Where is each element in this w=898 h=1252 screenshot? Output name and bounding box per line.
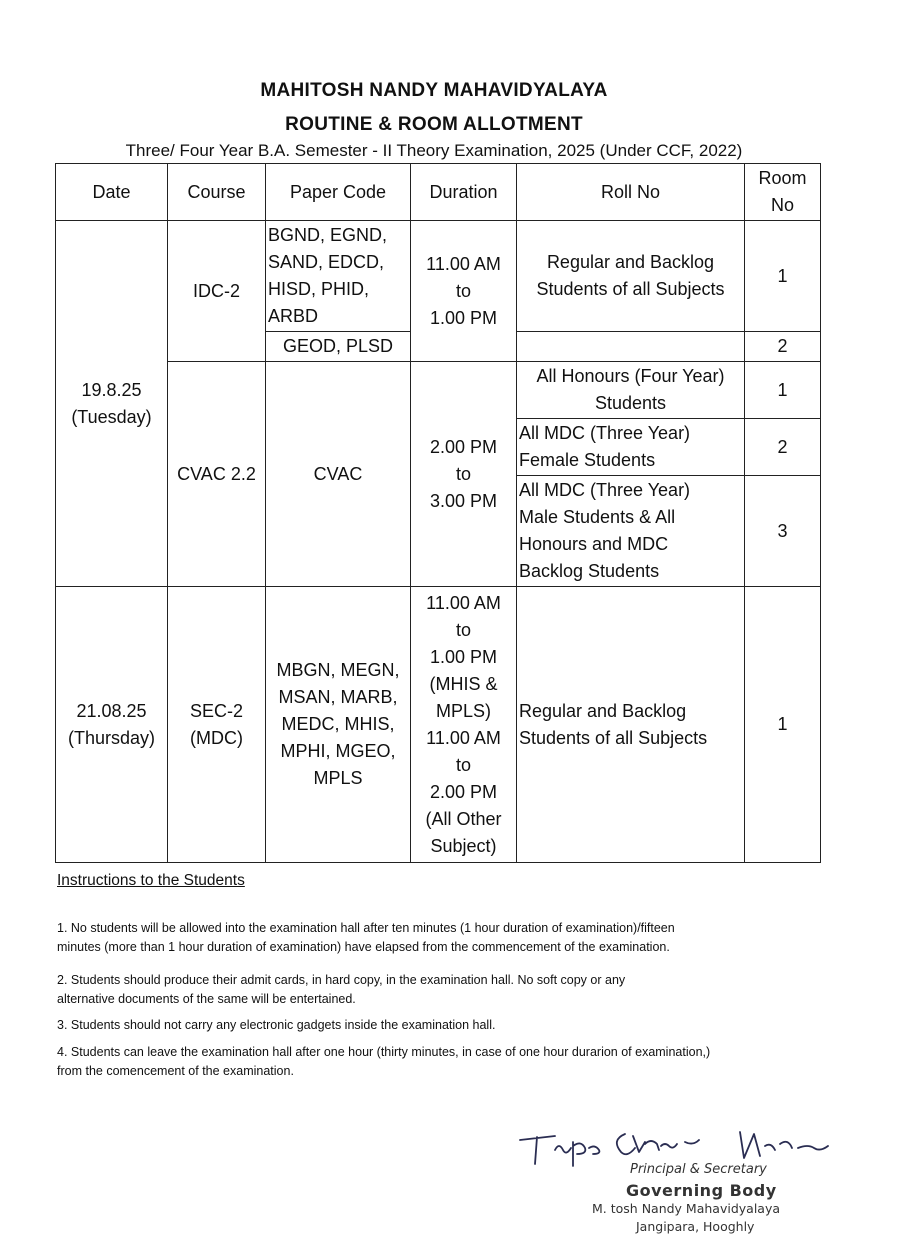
duration-line: 1.00 PM — [429, 307, 498, 328]
duration-line: (All Other — [425, 808, 502, 829]
date-line: 19.8.25 — [81, 379, 142, 400]
roll-cell-cvac-3 — [517, 476, 745, 587]
duration-cell-idc — [411, 221, 517, 362]
roll-line: Female Students — [519, 450, 656, 470]
roll-line: All MDC (Three Year) — [519, 480, 691, 500]
paper-code-line: MPHI, MGEO, — [280, 741, 396, 761]
paper-code-line: MPLS — [313, 768, 363, 788]
date-cell-day1 — [56, 221, 168, 587]
signature-institution: M. tosh Nandy Mahavidyalaya — [592, 1201, 781, 1216]
header-roll-no: Roll No — [517, 164, 745, 221]
document-subtitle: Three/ Four Year B.A. Semester - II Theory Examination, 2025 (Under CCF, 2022) — [125, 141, 743, 160]
header-course: Course — [168, 164, 266, 221]
roll-cell-empty — [517, 332, 745, 362]
table-row — [56, 362, 821, 419]
duration-line: 2.00 PM — [429, 436, 498, 457]
header-duration: Duration — [411, 164, 517, 221]
duration-line: Subject) — [430, 835, 497, 856]
duration-line: 3.00 PM — [429, 490, 498, 511]
roll-cell-sec — [517, 587, 745, 863]
course-cell-cvac: CVAC 2.2 — [168, 362, 266, 587]
roll-line: All Honours (Four Year) — [536, 366, 725, 386]
room-cell: 1 — [745, 362, 821, 419]
header-room-line1: Room — [758, 168, 807, 188]
duration-line: 1.00 PM — [429, 646, 498, 667]
roll-line: Regular and Backlog — [546, 252, 715, 272]
header-date: Date — [56, 164, 168, 221]
roll-line: Students — [594, 393, 667, 413]
duration-line: 11.00 AM — [426, 592, 501, 613]
paper-code-cell-sec — [266, 587, 411, 863]
signature-body: Governing Body — [626, 1181, 777, 1200]
paper-code-line: BGND, EGND, — [268, 225, 388, 245]
duration-line: 11.00 AM — [426, 727, 501, 748]
course-line: SEC-2 — [189, 700, 243, 721]
header-paper-code: Paper Code — [266, 164, 411, 221]
instruction-item-2 — [57, 971, 817, 1009]
paper-code-line: ARBD — [268, 306, 319, 326]
header-room-line2: No — [770, 195, 794, 215]
duration-line: 2.00 PM — [429, 781, 498, 802]
room-cell: 1 — [745, 221, 821, 332]
instructions-title: Instructions to the Students — [57, 872, 245, 889]
paper-code-cell-idc — [266, 221, 411, 332]
duration-line: to — [455, 463, 471, 484]
room-cell: 2 — [745, 332, 821, 362]
date-line: 21.08.25 — [76, 700, 147, 721]
instruction-line: 1. No students will be allowed into the examination hall after ten minutes (1 hour duration of examination)/fifteen — [57, 921, 675, 935]
roll-cell-cvac-2 — [517, 419, 745, 476]
paper-code-line: MEDC, MHIS, — [281, 714, 395, 734]
signature-place: Jangipara, Hooghly — [636, 1219, 755, 1234]
paper-code-line: HISD, PHID, — [268, 279, 370, 299]
college-name: MAHITOSH NANDY MAHAVIDYALAYA — [260, 80, 608, 101]
roll-line: Backlog Students — [519, 561, 660, 581]
roll-cell-idc — [517, 221, 745, 332]
duration-line: 11.00 AM — [426, 253, 501, 274]
instruction-line: alternative documents of the same will be entertained. — [57, 992, 356, 1006]
course-cell-sec — [168, 587, 266, 863]
duration-line: to — [455, 754, 471, 775]
instruction-line: 2. Students should produce their admit cards, in hard copy, in the examination hall. No soft copy or any — [57, 973, 626, 987]
room-cell: 2 — [745, 419, 821, 476]
paper-code-cell-cvac: CVAC — [266, 362, 411, 587]
date-cell-day2 — [56, 587, 168, 863]
day-line: (Tuesday) — [71, 406, 152, 427]
table-header-row — [56, 164, 821, 221]
duration-cell-cvac — [411, 362, 517, 587]
roll-line: Regular and Backlog — [519, 700, 687, 721]
duration-line: MPLS) — [435, 700, 491, 721]
paper-code-line: MSAN, MARB, — [278, 687, 398, 707]
paper-code-line: MBGN, MEGN, — [276, 660, 400, 680]
course-cell-idc: IDC-2 — [168, 221, 266, 362]
instruction-item-4 — [57, 1043, 817, 1081]
paper-code-cell-idc-2: GEOD, PLSD — [266, 332, 411, 362]
table-row — [56, 587, 821, 863]
duration-line: (MHIS & — [429, 673, 498, 694]
day-line: (Thursday) — [67, 727, 156, 748]
table-row — [56, 221, 821, 332]
duration-line: to — [455, 280, 471, 301]
routine-table — [55, 163, 821, 863]
paper-code-line: SAND, EDCD, — [268, 252, 385, 272]
course-line: (MDC) — [190, 727, 243, 748]
instruction-item-1 — [57, 919, 817, 957]
roll-line: Students of all Subjects — [519, 727, 708, 748]
document-title: ROUTINE & ROOM ALLOTMENT — [285, 114, 583, 135]
duration-cell-sec — [411, 587, 517, 863]
roll-line: Male Students & All — [519, 507, 676, 527]
instruction-line: 4. Students can leave the examination hall after one hour (thirty minutes, in case of one hour durarion of examination,) — [57, 1045, 711, 1059]
instruction-line: from the comencement of the examination. — [57, 1064, 294, 1078]
instruction-item-3: 3. Students should not carry any electronic gadgets inside the examination hall. — [57, 1018, 496, 1032]
roll-cell-cvac-1 — [517, 362, 745, 419]
room-cell: 1 — [745, 587, 821, 863]
room-cell: 3 — [745, 476, 821, 587]
header-room-no — [745, 164, 821, 221]
instruction-line: minutes (more than 1 hour duration of examination) have elapsed from the commencement of the examination. — [57, 940, 670, 954]
roll-line: All MDC (Three Year) — [519, 423, 691, 443]
roll-line: Students of all Subjects — [536, 279, 725, 299]
roll-line: Honours and MDC — [519, 534, 669, 554]
duration-line: to — [455, 619, 471, 640]
signature-designation: Principal & Secretary — [630, 1162, 767, 1177]
